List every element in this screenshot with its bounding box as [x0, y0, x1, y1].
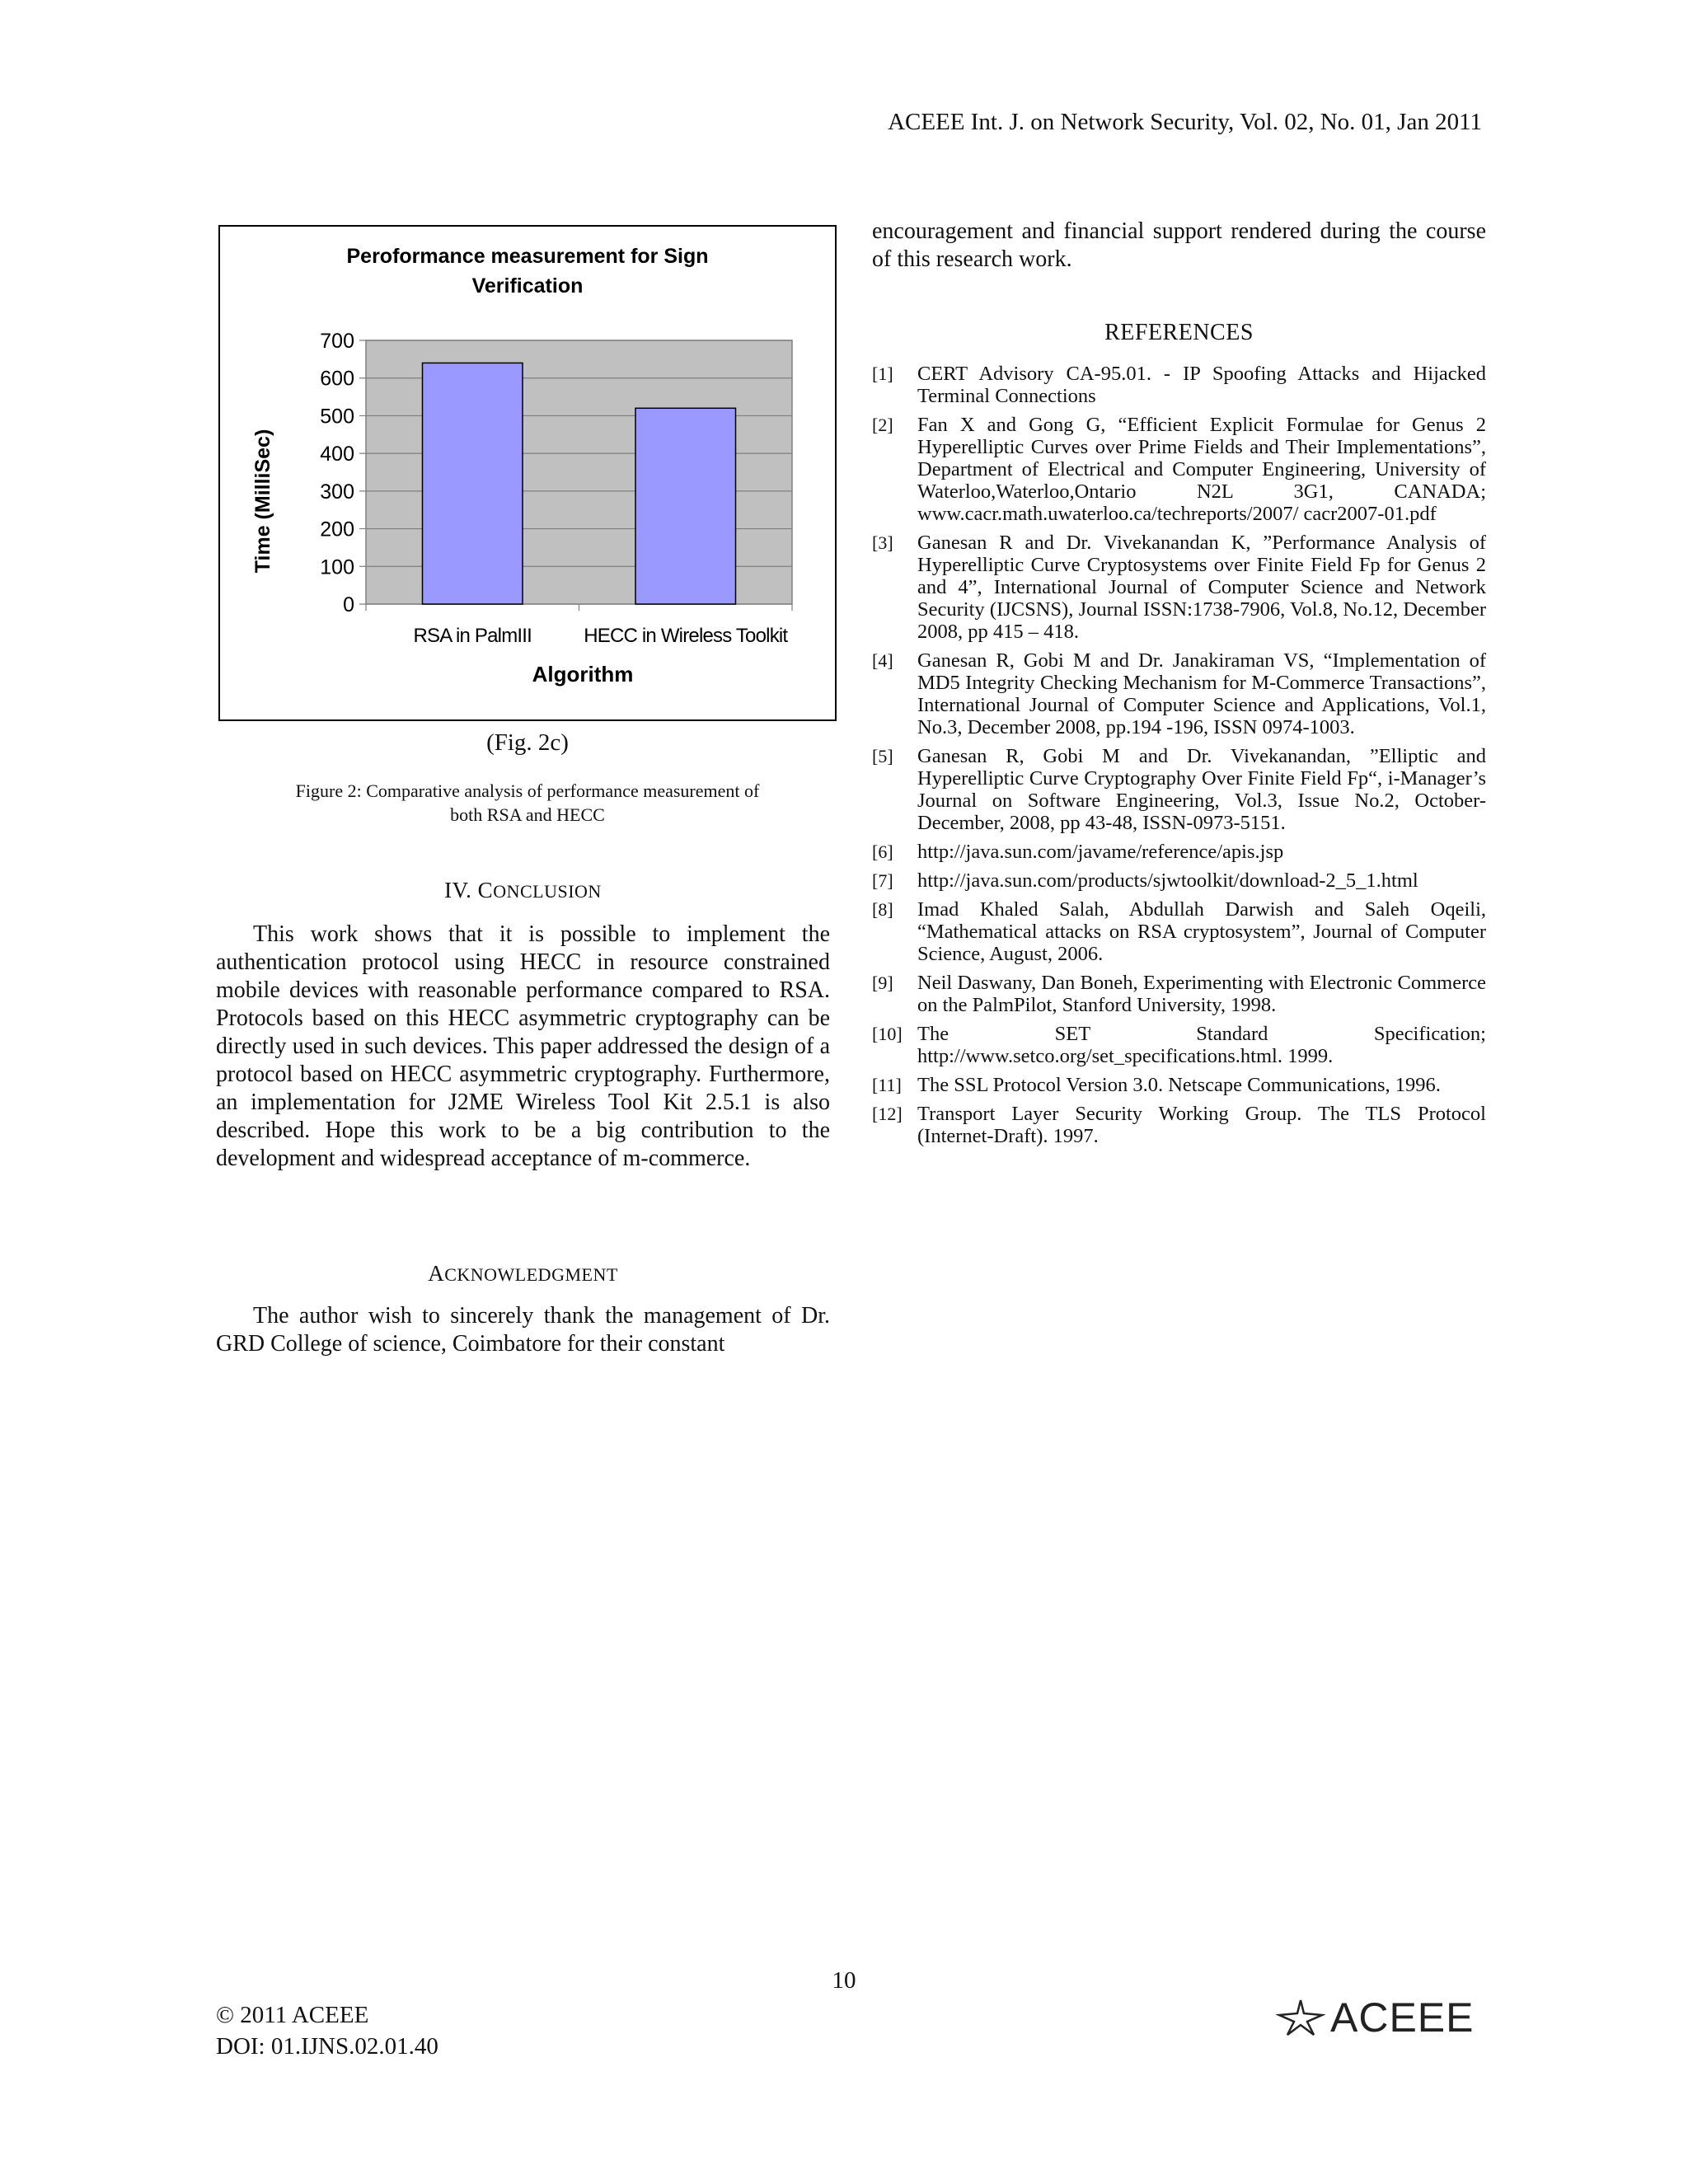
journal-header: ACEEE Int. J. on Network Security, Vol. 02, No. 01, Jan 2011 — [888, 109, 1482, 135]
reference-text: Fan X and Gong G, “Efficient Explicit Formulae for Genus 2 Hyperelliptic Curves over Prime Fields and Their Implementations”, Department of Electrical and Computer Engineering, University of Waterloo,Waterloo,Ontario N2L 3G1, CANADA; www.cacr.math.uwaterloo.ca/techreports/2007/ cacr2007-01.pdf — [917, 414, 1486, 525]
reference-text: Transport Layer Security Working Group. The TLS Protocol (Internet-Draft). 1997. — [917, 1103, 1486, 1147]
star-logo-icon — [1276, 1997, 1325, 2038]
y-tick-label: 200 — [320, 518, 354, 541]
y-tick-label: 600 — [320, 367, 354, 391]
conclusion-text: This work shows that it is possible to implement the authentication protocol using HECC in resource constrained mobile devices with reasonable performance compared to RSA. Protocols based on this HECC asymmetric cryptography can be directly used in such devices. This paper addressed the design of a protocol based on HECC asymmetric cryptography. Furthermore, an implementation for J2ME Wireless Tool Kit 2.5.1 is also described. Hope this work to be a big contribution to the development and widespread acceptance of m-commerce. — [216, 921, 830, 1171]
copyright: © 2011 ACEEE — [216, 2002, 369, 2028]
reference-number: [10] — [872, 1024, 903, 1044]
doi: DOI: 01.IJNS.02.01.40 — [216, 2033, 438, 2060]
reference-text: The SSL Protocol Version 3.0. Netscape Communications, 1996. — [917, 1074, 1441, 1096]
reference-number: [9] — [872, 972, 893, 993]
conclusion-title: ONCLUSION — [493, 881, 602, 902]
y-tick-label: 500 — [320, 405, 354, 429]
conclusion-number: IV. C — [444, 878, 494, 902]
bar — [635, 408, 735, 604]
reference-item — [872, 649, 1486, 738]
bar-chart — [218, 225, 837, 721]
y-axis-ticks — [320, 330, 354, 616]
reference-number: [5] — [872, 746, 893, 766]
references-heading: REFERENCES — [1104, 320, 1254, 345]
reference-text: Neil Daswany, Dan Boneh, Experimenting with Electronic Commerce on the PalmPilot, Stanford University, 1998. — [917, 972, 1486, 1016]
reference-text: The SET Standard Specification; http://www.setco.org/set_specifications.html. 1999. — [917, 1023, 1486, 1067]
acknowledgment-text-right: encouragement and financial support rendered during the course of this research work. — [872, 218, 1486, 272]
reference-item — [872, 1023, 1486, 1067]
reference-number: [1] — [872, 363, 893, 384]
reference-number: [8] — [872, 899, 893, 920]
reference-text: Ganesan R and Dr. Vivekanandan K, ”Performance Analysis of Hyperelliptic Curve Cryptosystems over Finite Field Fp for Genus 2 and 4”, International Journal of Computer Science and Network Security (IJCSNS), Journal ISSN:1738-7906, Vol.8, No.12, December 2008, pp 415 – 418. — [917, 532, 1486, 643]
reference-number: [3] — [872, 532, 893, 553]
reference-text: http://java.sun.com/javame/reference/apis.jsp — [917, 841, 1284, 863]
bar — [423, 363, 523, 604]
reference-text: Imad Khaled Salah, Abdullah Darwish and Saleh Oqeili, “Mathematical attacks on RSA cryptosystem”, Journal of Computer Science, August, 2006. — [917, 898, 1486, 965]
reference-text: Ganesan R, Gobi M and Dr. Vivekanandan, ”Elliptic and Hyperelliptic Curve Cryptography Over Finite Field Fp“, i-Manager’s Journal on Software Engineering, Vol.3, Issue No.2, October-December, 2008, pp 43-48, ISSN-0973-5151. — [917, 745, 1486, 834]
reference-item — [872, 898, 1486, 965]
logo-text: ACEEE — [1330, 1994, 1475, 2041]
reference-number: [2] — [872, 415, 893, 435]
footer-info — [216, 1999, 438, 2062]
reference-item — [872, 972, 1486, 1016]
x-axis-ticks — [366, 604, 792, 647]
y-tick-label: 700 — [320, 330, 354, 353]
acknowledgment-heading — [216, 1261, 830, 1286]
figure-caption — [218, 779, 837, 827]
y-tick-label: 300 — [320, 480, 354, 504]
reference-item — [872, 1074, 1486, 1096]
ack-title-first: A — [428, 1261, 445, 1286]
figure-subcaption: (Fig. 2c) — [486, 729, 569, 756]
figure-caption-line2: both RSA and HECC — [450, 804, 605, 825]
chart-title-line1: Peroformance measurement for Sign — [346, 245, 709, 268]
ack-title-rest: CKNOWLEDGMENT — [444, 1264, 618, 1285]
reference-item — [872, 869, 1486, 892]
references-list — [872, 363, 1486, 1154]
chart-title-line2: Verification — [471, 274, 584, 298]
reference-item — [872, 363, 1486, 407]
reference-text: http://java.sun.com/products/sjwtoolkit/download-2_5_1.html — [917, 869, 1418, 892]
reference-number: [12] — [872, 1104, 903, 1124]
y-axis-label: Time (MilliSec) — [251, 429, 274, 574]
acknowledgment-text-left: The author wish to sincerely thank the management of Dr. GRD College of science, Coimbatore for their constant — [216, 1303, 830, 1357]
reference-number: [7] — [872, 870, 893, 891]
reference-text: Ganesan R, Gobi M and Dr. Janakiraman VS, “Implementation of MD5 Integrity Checking Mechanism for M-Commerce Transactions”, International Journal of Computer Science and Applications, Vol.1, No.3, December 2008, pp.194 -196, ISSN 0974-1003. — [917, 649, 1486, 738]
x-tick-label: RSA in PalmIII — [413, 625, 532, 647]
reference-text: CERT Advisory CA-95.01. - IP Spoofing Attacks and Hijacked Terminal Connections — [917, 363, 1486, 407]
conclusion-heading — [216, 878, 830, 903]
reference-item — [872, 841, 1486, 863]
figure-caption-line1: Figure 2: Comparative analysis of performance measurement of — [295, 780, 760, 801]
reference-item — [872, 414, 1486, 525]
reference-number: [6] — [872, 841, 893, 862]
reference-item — [872, 745, 1486, 834]
aceee-logo — [1276, 1993, 1490, 2042]
reference-item — [872, 532, 1486, 643]
chart-svg — [220, 227, 835, 719]
x-axis-label: Algorithm — [532, 662, 634, 687]
page-number: 10 — [832, 1967, 856, 1994]
y-tick-label: 0 — [343, 593, 354, 616]
reference-number: [11] — [872, 1075, 902, 1095]
reference-number: [4] — [872, 650, 893, 671]
x-tick-label: HECC in Wireless Toolkit — [584, 625, 788, 647]
y-tick-label: 100 — [320, 555, 354, 579]
reference-item — [872, 1103, 1486, 1147]
y-tick-label: 400 — [320, 443, 354, 466]
